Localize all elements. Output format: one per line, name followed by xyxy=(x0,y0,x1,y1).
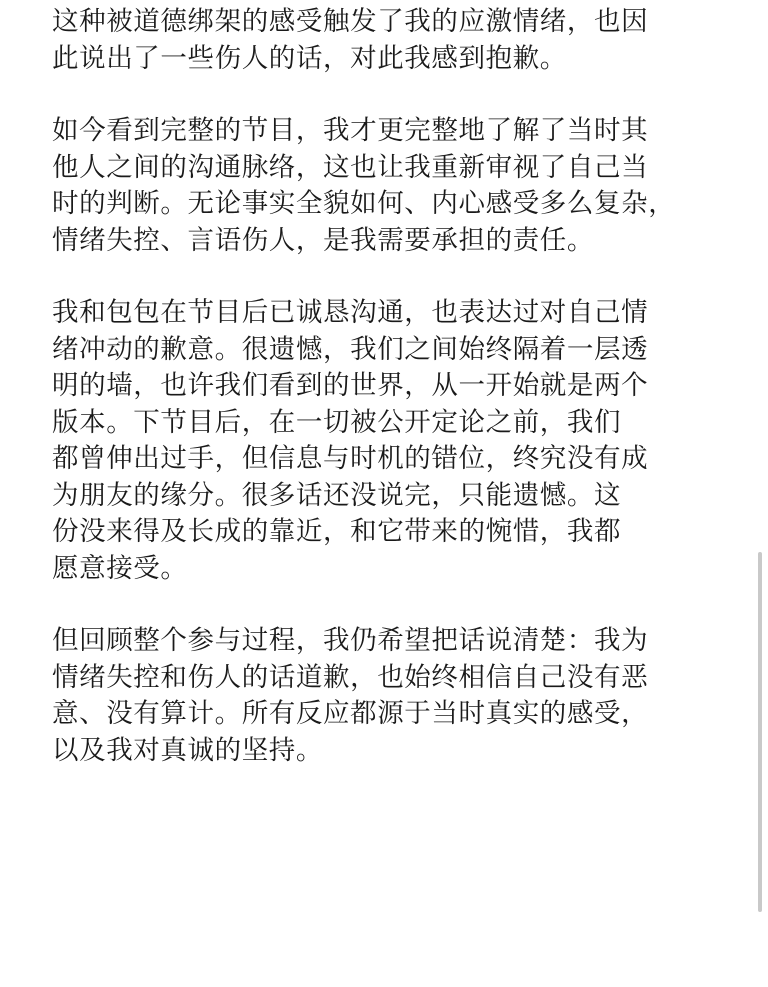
text-line: 情绪失控、言语伤人，是我需要承担的责任。 xyxy=(52,224,594,256)
paragraph-3 xyxy=(52,295,732,587)
text-line: 如今看到完整的节目，我才更完整地了解了当时其 xyxy=(52,115,649,146)
paragraph-spacer xyxy=(52,77,732,113)
text-line: 意、没有算计。所有反应都源于当时真实的感受， xyxy=(52,698,649,729)
text-line: 情绪失控和伤人的话道歉，也始终相信自己没有恶 xyxy=(52,661,649,693)
text-line: 绪冲动的歉意。很遗憾，我们之间始终隔着一层透 xyxy=(52,333,649,365)
text-line: 以及我对真诚的坚持。 xyxy=(52,734,323,766)
paragraph-1 xyxy=(52,4,732,77)
scrollbar-thumb[interactable] xyxy=(758,552,762,912)
text-line: 但回顾整个参与过程，我仍希望把话说清楚：我为 xyxy=(52,625,649,656)
paragraph-4 xyxy=(52,623,732,769)
text-line: 时的判断。无论事实全貌如何、内心感受多么复杂， xyxy=(52,188,676,219)
paragraph-spacer xyxy=(52,259,732,295)
text-line: 愿意接受。 xyxy=(52,552,188,584)
text-line: 明的墙，也许我们看到的世界，从一开始就是两个 xyxy=(52,370,649,401)
paragraph-2 xyxy=(52,113,732,259)
text-line: 这种被道德绑架的感受触发了我的应激情绪，也因 xyxy=(52,6,649,37)
paragraph-spacer xyxy=(52,587,732,623)
article-body xyxy=(52,0,732,769)
text-line: 为朋友的缘分。很多话还没说完，只能遗憾。这 xyxy=(52,479,622,511)
text-line: 都曾伸出过手，但信息与时机的错位，终究没有成 xyxy=(52,443,649,474)
text-line: 他人之间的沟通脉络，这也让我重新审视了自己当 xyxy=(52,151,649,183)
text-line: 我和包包在节目后已诚恳沟通，也表达过对自己情 xyxy=(52,297,649,328)
text-line: 版本。下节目后，在一切被公开定论之前，我们 xyxy=(52,406,622,438)
text-line: 份没来得及长成的靠近，和它带来的惋惜，我都 xyxy=(52,516,622,547)
text-line: 此说出了一些伤人的话，对此我感到抱歉。 xyxy=(52,42,567,74)
